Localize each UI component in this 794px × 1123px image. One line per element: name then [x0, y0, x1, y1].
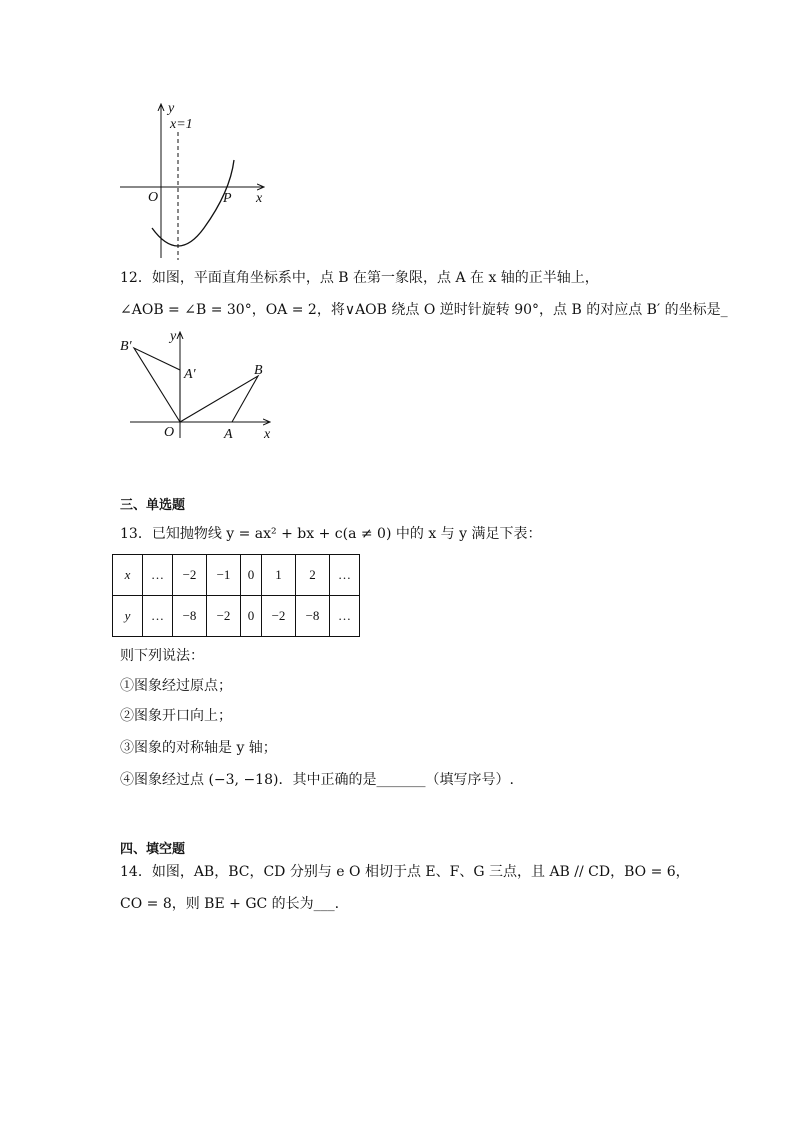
x-axis-label: x: [264, 427, 271, 442]
question-14-line-1: 14．如图，AB，BC，CD 分别与 e O 相切于点 E、F、G 三点，且 AB // CD，BO = 6，: [120, 864, 690, 880]
table-cell: …: [143, 596, 173, 637]
x-axis-label: x: [256, 191, 263, 206]
table-cell: …: [330, 555, 360, 596]
table-cell: −1: [207, 555, 241, 596]
point-a-prime-label: A′: [184, 367, 196, 382]
table-cell: −8: [173, 596, 207, 637]
value-table: [112, 554, 360, 637]
point-b-prime-label: B′: [120, 339, 132, 354]
section-3-title: 三、单选题: [120, 498, 186, 513]
table-cell: −8: [296, 596, 330, 637]
option-1: ①图象经过原点；: [120, 678, 232, 694]
option-2: ②图象开口向上；: [120, 708, 232, 724]
table-cell: −2: [207, 596, 241, 637]
y-axis-label: y: [168, 101, 175, 116]
table-cell: 0: [241, 555, 262, 596]
point-a-label: A: [224, 427, 233, 442]
triangle-rotation-figure: [118, 326, 282, 444]
parabola-curve: [152, 160, 234, 246]
triangle-a-prime-o-b-prime: [134, 348, 180, 422]
symmetry-axis-label: x=1: [170, 117, 193, 132]
question-12-line-1: 12．如图，平面直角坐标系中，点 B 在第一象限，点 A 在 x 轴的正半轴上，: [120, 270, 599, 286]
point-b-label: B: [254, 363, 263, 378]
table-cell: …: [330, 596, 360, 637]
option-3: ③图象的对称轴是 y 轴；: [120, 740, 277, 756]
origin-label: O: [164, 425, 175, 440]
question-13-intro: 则下列说法：: [120, 648, 204, 664]
y-axis-label: y: [170, 329, 177, 344]
table-cell: x: [113, 555, 143, 596]
point-p-label: P: [223, 191, 232, 206]
table-cell: …: [143, 555, 173, 596]
origin-label: O: [148, 190, 159, 205]
table-cell: −2: [262, 596, 296, 637]
section-4-title: 四、填空题: [120, 842, 186, 857]
question-12-line-2: ∠AOB = ∠B = 30°，OA = 2，将∨AOB 绕点 O 逆时针旋转 90°，点 B 的对应点 B′ 的坐标是_: [120, 302, 728, 318]
question-14-line-2: CO = 8，则 BE + GC 的长为___.: [120, 896, 340, 912]
table-cell: 2: [296, 555, 330, 596]
table-cell: 0: [241, 596, 262, 637]
parabola-figure: [112, 96, 272, 266]
table-cell: y: [113, 596, 143, 637]
table-row-x: [113, 555, 360, 596]
question-13-stem: 13．已知抛物线 y = ax² + bx + c(a ≠ 0) 中的 x 与 y 满足下表：: [120, 526, 542, 542]
option-4: ④图象经过点 (−3, −18)．其中正确的是_______（填写序号）.: [120, 772, 514, 788]
table-cell: 1: [262, 555, 296, 596]
triangle-aob: [180, 376, 258, 422]
table-cell: −2: [173, 555, 207, 596]
table-row-y: [113, 596, 360, 637]
